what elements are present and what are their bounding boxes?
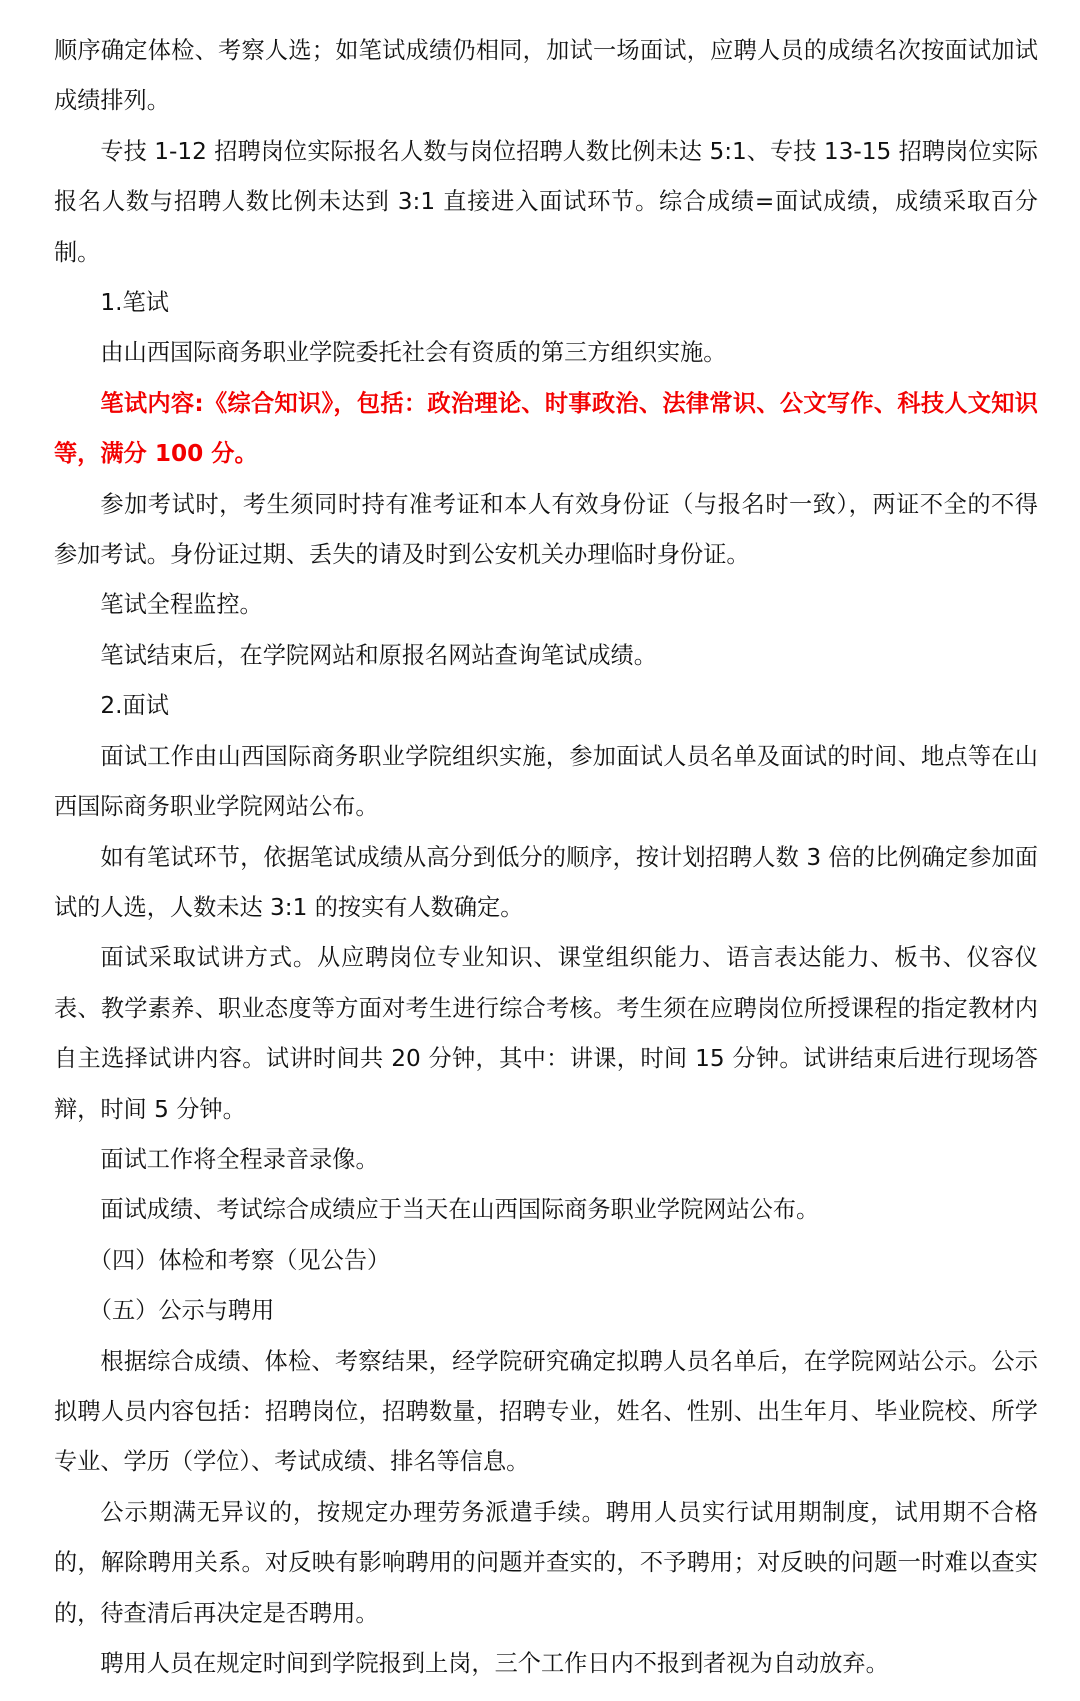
paragraph-report-duty: 聘用人员在规定时间到学院报到上岗，三个工作日内不报到者视为自动放弃。 xyxy=(100,1650,889,1677)
paragraph-interview-selection: 如有笔试环节，依据笔试成绩从高分到低分的顺序，按计划招聘人数 3 倍的比例确定参加面试的人选，人数未达 3:1 的按实有人数确定。 xyxy=(54,843,1038,921)
paragraph-interview-results: 面试成绩、考试综合成绩应于当天在山西国际商务职业学院网站公布。 xyxy=(100,1196,820,1224)
paragraph-exam-content-highlight: 笔试内容:《综合知识》，包括：政治理论、时事政治、法律常识、公文写作、科技人文知识等，满分 100 分。 xyxy=(54,389,1038,468)
document-page xyxy=(54,26,1038,1689)
section-heading-written-exam: 1.笔试 xyxy=(100,289,169,317)
paragraph-interview-recording: 面试工作将全程录音录像。 xyxy=(100,1145,379,1173)
paragraph-interview-organizer: 面试工作由山西国际商务职业学院组织实施，参加面试人员名单及面试的时间、地点等在山西国际商务职业学院网站公布。 xyxy=(54,742,1038,821)
paragraph-exam-id-requirement: 参加考试时，考生须同时持有准考证和本人有效身份证（与报名时一致），两证不全的不得参加考试。身份证过期、丢失的请及时到公安机关办理临时身份证。 xyxy=(54,490,1038,569)
section-heading-physical-exam: （四）体检和考察（见公告） xyxy=(88,1246,391,1274)
paragraph-direct-interview: 专技 1-12 招聘岗位实际报名人数与岗位招聘人数比例未达 5:1、专技 13-15 招聘岗位实际报名人数与招聘人数比例未达到 3:1 直接进入面试环节。综合成绩=面试成绩，成绩采取百分制。 xyxy=(54,137,1038,266)
paragraph-exam-organizer: 由山西国际商务职业学院委托社会有资质的第三方组织实施。 xyxy=(100,339,727,367)
paragraph-probation: 公示期满无异议的，按规定办理劳务派遣手续。聘用人员实行试用期制度，试用期不合格的，解除聘用关系。对反映有影响聘用的问题并查实的，不予聘用；对反映的问题一时难以查实的，待查清后再决定是否聘用。 xyxy=(54,1498,1038,1627)
paragraph-exam-results: 笔试结束后，在学院网站和原报名网站查询笔试成绩。 xyxy=(100,641,657,669)
section-heading-interview: 2.面试 xyxy=(100,692,169,720)
section-heading-publicity-hiring: （五）公示与聘用 xyxy=(88,1297,275,1325)
paragraph-publicity-content: 根据综合成绩、体检、考察结果，经学院研究确定拟聘人员名单后，在学院网站公示。公示拟聘人员内容包括：招聘岗位，招聘数量，招聘专业，姓名、性别、出生年月、毕业院校、所学专业、学历（学位）、考试成绩、排名等信息。 xyxy=(54,1347,1038,1476)
paragraph-continuation: 顺序确定体检、考察人选；如笔试成绩仍相同，加试一场面试，应聘人员的成绩名次按面试加试成绩排列。 xyxy=(54,37,1038,115)
paragraph-interview-method: 面试采取试讲方式。从应聘岗位专业知识、课堂组织能力、语言表达能力、板书、仪容仪表、教学素养、职业态度等方面对考生进行综合考核。考生须在应聘岗位所授课程的指定教材内自主选择试讲内容。试讲时间共 20 分钟，其中：讲课，时间 15 分钟。试讲结束后进行现场答辩，时间 5 分钟。 xyxy=(54,944,1038,1123)
paragraph-exam-monitoring: 笔试全程监控。 xyxy=(100,591,263,619)
